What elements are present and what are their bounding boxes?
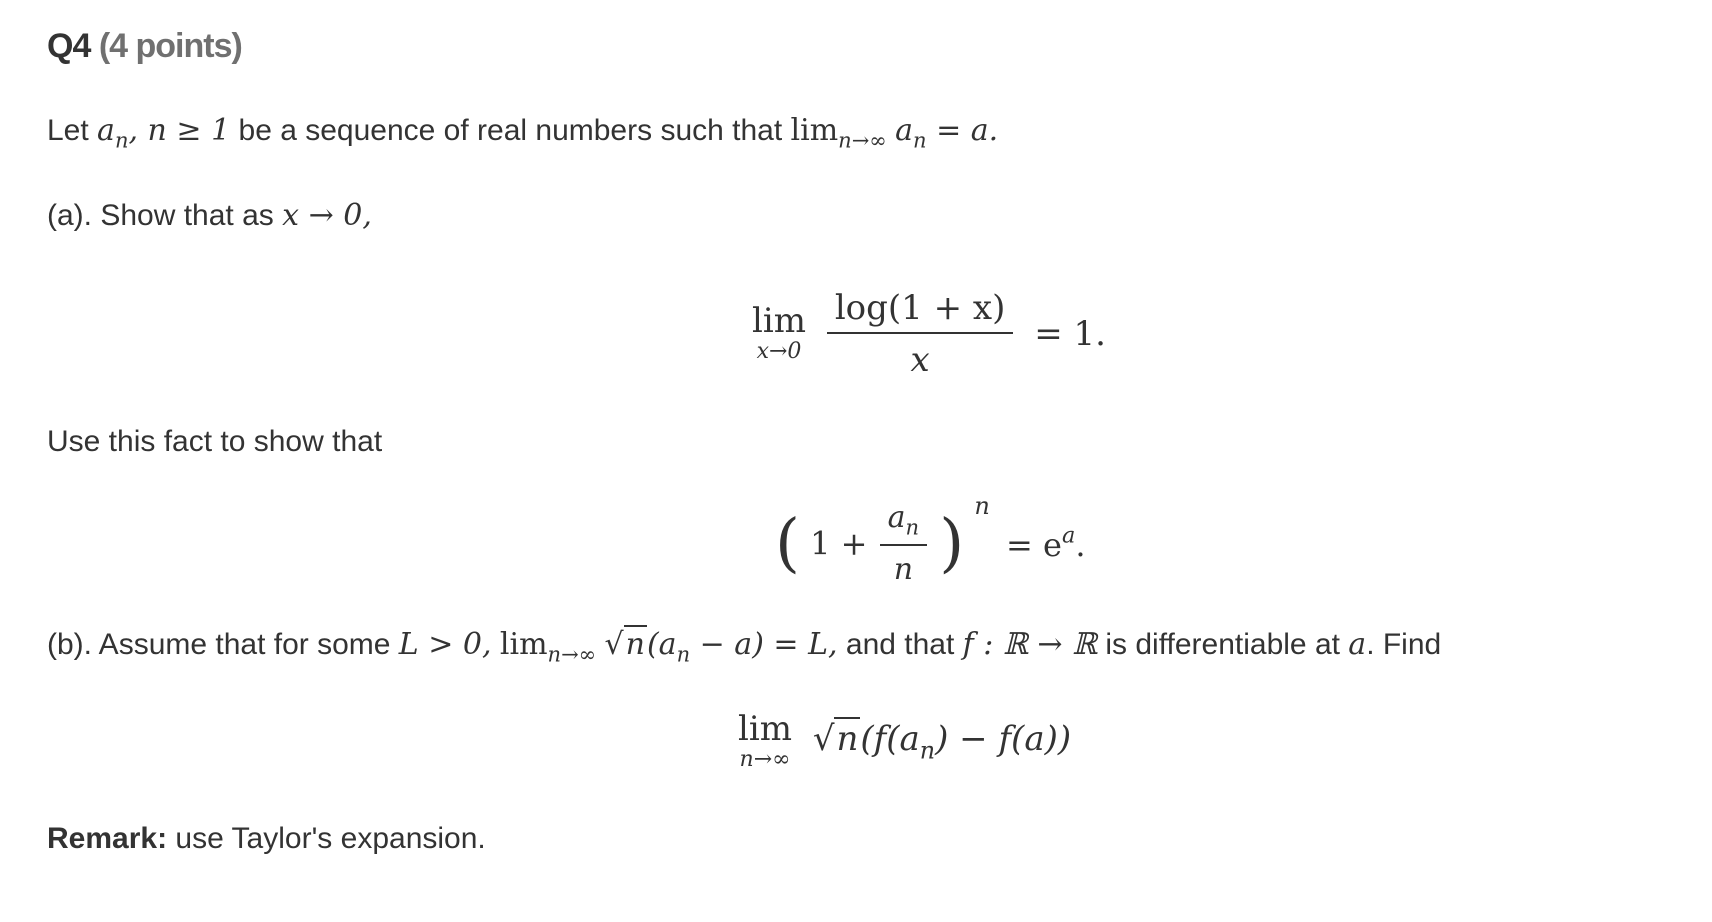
remark-line bbox=[47, 822, 486, 856]
display3-expr: (f(a bbox=[860, 719, 920, 760]
display1-lim bbox=[752, 301, 806, 364]
display3-lim bbox=[738, 709, 792, 772]
display2-exponent: n bbox=[974, 492, 990, 520]
display1-denominator: x bbox=[910, 340, 930, 380]
display-equation-1 bbox=[752, 288, 1106, 380]
intro-text: Let bbox=[47, 114, 98, 147]
part-b-lim: lim bbox=[499, 627, 548, 662]
display2-rhs-eq: = e bbox=[1006, 526, 1062, 565]
display2-rhs-sup: a bbox=[1061, 522, 1076, 549]
part-b-text-end: is differentiable at bbox=[1097, 628, 1349, 661]
display2-numerator bbox=[880, 500, 927, 545]
display2-denominator: n bbox=[893, 551, 914, 587]
intro-seq: a bbox=[97, 113, 115, 148]
part-b-expr: (a bbox=[646, 627, 677, 662]
part-b-sqrt-n: n bbox=[625, 627, 645, 662]
display2-rhs bbox=[1006, 522, 1086, 565]
remark-text: use Taylor's expansion. bbox=[167, 822, 486, 855]
display2-fraction bbox=[880, 500, 927, 586]
part-b-label: (b). Assume that for some bbox=[47, 628, 399, 661]
intro-cond: , n ≥ 1 bbox=[128, 113, 231, 148]
display-equation-2 bbox=[775, 492, 1085, 587]
use-fact-line: Use this fact to show that bbox=[47, 425, 383, 458]
display1-numerator: log(1 + x) bbox=[827, 288, 1014, 334]
intro-lim-eq: = a. bbox=[926, 113, 999, 148]
intro-line bbox=[47, 113, 998, 152]
display1-lim-under: x→0 bbox=[756, 338, 802, 364]
display3-lim-word: lim bbox=[738, 709, 792, 749]
part-b-lim-sub: n→∞ bbox=[547, 642, 597, 667]
display3-sqrt: √n bbox=[812, 719, 859, 760]
display1-fraction bbox=[827, 288, 1014, 380]
part-b-f-map: f : ℝ → ℝ bbox=[962, 627, 1098, 662]
display3-expr-sub: n bbox=[919, 736, 936, 765]
display1-rhs: = 1. bbox=[1034, 314, 1106, 354]
part-a-line bbox=[47, 198, 372, 233]
part-b-sqrt: √n bbox=[604, 627, 645, 662]
display2-num-sub: n bbox=[905, 515, 920, 540]
part-b-find: . Find bbox=[1366, 628, 1442, 661]
display2-end: . bbox=[1075, 526, 1086, 565]
part-b-at: a bbox=[1348, 627, 1367, 662]
intro-lim-sub: n→∞ bbox=[838, 128, 887, 153]
remark-label: Remark: bbox=[47, 822, 168, 855]
part-b-expr-rest: − a) = L, bbox=[690, 627, 838, 662]
question-title bbox=[47, 27, 242, 66]
display2-right-paren: ) bbox=[939, 506, 965, 581]
display3-expression bbox=[812, 719, 1072, 765]
intro-lim: lim bbox=[790, 113, 839, 148]
display1-lim-word: lim bbox=[752, 301, 806, 342]
question-points: (4 points) bbox=[98, 27, 242, 65]
part-b-line bbox=[47, 627, 1441, 666]
display3-sqrt-n: n bbox=[836, 719, 859, 760]
intro-text-mid: be a sequence of real numbers such that bbox=[230, 114, 791, 147]
part-b-cond: L > 0, bbox=[398, 627, 492, 662]
intro-lim-a: a bbox=[895, 113, 914, 148]
display2-one-plus: 1 + bbox=[810, 524, 868, 563]
intro-seq-sub: n bbox=[114, 128, 129, 153]
part-a-math: x → 0, bbox=[282, 198, 372, 233]
part-b-expr-sub: n bbox=[676, 642, 691, 667]
display3-expr-rest: ) − f(a)) bbox=[935, 719, 1072, 760]
part-b-text-mid: and that bbox=[837, 628, 963, 661]
question-number: Q4 bbox=[47, 27, 91, 65]
display2-num-a: a bbox=[887, 500, 906, 536]
intro-lim-a-sub: n bbox=[913, 128, 927, 153]
display2-left-paren: ( bbox=[775, 506, 800, 581]
display-equation-3 bbox=[738, 709, 1072, 772]
part-a-label: (a). Show that as bbox=[47, 199, 283, 232]
display3-lim-under: n→∞ bbox=[739, 746, 791, 772]
